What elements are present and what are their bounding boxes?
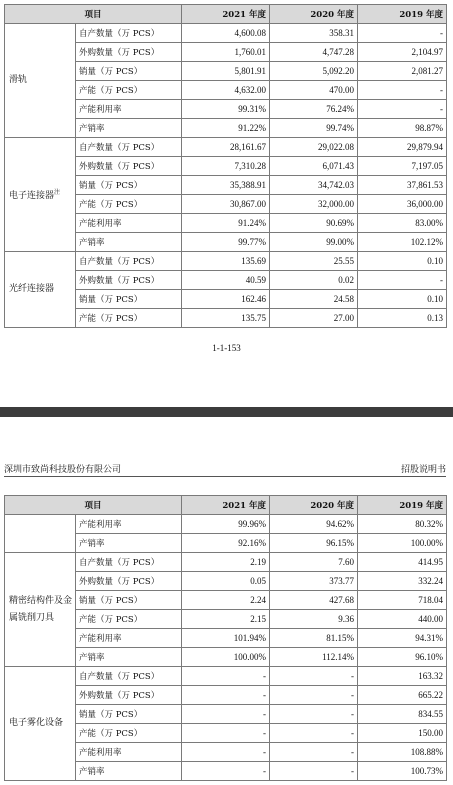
value-cell: -	[270, 686, 358, 705]
item-label: 销量（万 PCS）	[76, 176, 182, 195]
value-cell: 40.59	[182, 271, 270, 290]
value-cell: 6,071.43	[270, 157, 358, 176]
table-header-row	[5, 5, 447, 24]
category-cell: 光纤连接器	[5, 252, 76, 328]
value-cell: 2,081.27	[358, 62, 447, 81]
table-row	[5, 553, 447, 572]
value-cell: 99.96%	[182, 515, 270, 534]
value-cell: 100.00%	[182, 648, 270, 667]
item-label: 产销率	[76, 762, 182, 781]
value-cell: 0.13	[358, 309, 447, 328]
item-label: 销量（万 PCS）	[76, 290, 182, 309]
item-label: 自产数量（万 PCS）	[76, 138, 182, 157]
item-label: 产销率	[76, 534, 182, 553]
value-cell: 36,000.00	[358, 195, 447, 214]
value-cell: 9.36	[270, 610, 358, 629]
value-cell: 91.22%	[182, 119, 270, 138]
category-cell	[5, 515, 76, 553]
value-cell: 29,879.94	[358, 138, 447, 157]
value-cell: 414.95	[358, 553, 447, 572]
category-cell: 滑轨	[5, 24, 76, 138]
item-label: 自产数量（万 PCS）	[76, 553, 182, 572]
category-cell: 精密结构件及金属铣削刀具	[5, 553, 76, 667]
value-cell: -	[270, 667, 358, 686]
value-cell: 7,310.28	[182, 157, 270, 176]
value-cell: 91.24%	[182, 214, 270, 233]
item-label: 外购数量（万 PCS）	[76, 157, 182, 176]
item-label: 产能利用率	[76, 515, 182, 534]
item-label: 产销率	[76, 119, 182, 138]
value-cell: 83.00%	[358, 214, 447, 233]
item-label: 产销率	[76, 648, 182, 667]
production-capacity-table-1	[4, 4, 447, 328]
item-label: 销量（万 PCS）	[76, 62, 182, 81]
value-cell: -	[182, 762, 270, 781]
header-year: 2021 年度	[182, 496, 270, 515]
value-cell: 4,600.08	[182, 24, 270, 43]
item-label: 产能利用率	[76, 100, 182, 119]
value-cell: 98.87%	[358, 119, 447, 138]
value-cell: 108.88%	[358, 743, 447, 762]
item-label: 自产数量（万 PCS）	[76, 24, 182, 43]
value-cell: 101.94%	[182, 629, 270, 648]
item-label: 产销率	[76, 233, 182, 252]
item-label: 外购数量（万 PCS）	[76, 572, 182, 591]
value-cell: 90.69%	[270, 214, 358, 233]
value-cell: 427.68	[270, 591, 358, 610]
page-number: 1-1-153	[212, 343, 241, 353]
header-item: 项目	[5, 496, 182, 515]
value-cell: 30,867.00	[182, 195, 270, 214]
value-cell: 2.15	[182, 610, 270, 629]
value-cell: -	[182, 705, 270, 724]
table-row	[5, 667, 447, 686]
item-label: 产能（万 PCS）	[76, 195, 182, 214]
page-divider	[0, 407, 453, 417]
value-cell: 373.77	[270, 572, 358, 591]
item-label: 产能（万 PCS）	[76, 309, 182, 328]
value-cell: -	[358, 24, 447, 43]
header-year: 2020 年度	[270, 5, 358, 24]
production-capacity-table-2	[4, 495, 447, 781]
value-cell: 100.00%	[358, 534, 447, 553]
value-cell: 135.75	[182, 309, 270, 328]
item-label: 产能（万 PCS）	[76, 724, 182, 743]
value-cell: 99.31%	[182, 100, 270, 119]
item-label: 产能利用率	[76, 214, 182, 233]
value-cell: 81.15%	[270, 629, 358, 648]
value-cell: -	[270, 724, 358, 743]
table-row	[5, 138, 447, 157]
value-cell: 96.10%	[358, 648, 447, 667]
value-cell: 94.31%	[358, 629, 447, 648]
value-cell: -	[182, 686, 270, 705]
value-cell: 99.74%	[270, 119, 358, 138]
value-cell: 470.00	[270, 81, 358, 100]
value-cell: 24.58	[270, 290, 358, 309]
value-cell: 440.00	[358, 610, 447, 629]
value-cell: 25.55	[270, 252, 358, 271]
value-cell: 29,022.08	[270, 138, 358, 157]
value-cell: -	[270, 762, 358, 781]
item-label: 自产数量（万 PCS）	[76, 252, 182, 271]
footnote-marker: 注	[54, 189, 61, 196]
value-cell: 32,000.00	[270, 195, 358, 214]
value-cell: 0.10	[358, 252, 447, 271]
value-cell: -	[182, 743, 270, 762]
value-cell: 28,161.67	[182, 138, 270, 157]
value-cell: 76.24%	[270, 100, 358, 119]
value-cell: 834.55	[358, 705, 447, 724]
item-label: 销量（万 PCS）	[76, 705, 182, 724]
value-cell: 4,747.28	[270, 43, 358, 62]
value-cell: 135.69	[182, 252, 270, 271]
document-title: 招股说明书	[400, 465, 446, 475]
value-cell: 7.60	[270, 553, 358, 572]
value-cell: 80.32%	[358, 515, 447, 534]
item-label: 产能利用率	[76, 629, 182, 648]
value-cell: 99.00%	[270, 233, 358, 252]
value-cell: 35,388.91	[182, 176, 270, 195]
value-cell: 2,104.97	[358, 43, 447, 62]
header-item: 项目	[5, 5, 182, 24]
value-cell: -	[358, 81, 447, 100]
value-cell: -	[358, 100, 447, 119]
value-cell: 2.24	[182, 591, 270, 610]
value-cell: 96.15%	[270, 534, 358, 553]
header-year: 2019 年度	[358, 5, 447, 24]
value-cell: 99.77%	[182, 233, 270, 252]
item-label: 产能（万 PCS）	[76, 610, 182, 629]
value-cell: -	[358, 271, 447, 290]
item-label: 外购数量（万 PCS）	[76, 43, 182, 62]
value-cell: 37,861.53	[358, 176, 447, 195]
header-year: 2020 年度	[270, 496, 358, 515]
item-label: 外购数量（万 PCS）	[76, 271, 182, 290]
value-cell: -	[270, 743, 358, 762]
value-cell: 34,742.03	[270, 176, 358, 195]
value-cell: 1,760.01	[182, 43, 270, 62]
value-cell: 0.10	[358, 290, 447, 309]
value-cell: 0.05	[182, 572, 270, 591]
item-label: 外购数量（万 PCS）	[76, 686, 182, 705]
item-label: 产能（万 PCS）	[76, 81, 182, 100]
table-row	[5, 252, 447, 271]
value-cell: -	[182, 667, 270, 686]
value-cell: 100.73%	[358, 762, 447, 781]
table-row	[5, 24, 447, 43]
value-cell: -	[182, 724, 270, 743]
value-cell: 162.46	[182, 290, 270, 309]
table-row	[5, 515, 447, 534]
item-label: 产能利用率	[76, 743, 182, 762]
value-cell: 94.62%	[270, 515, 358, 534]
value-cell: 332.24	[358, 572, 447, 591]
table-header-row	[5, 496, 447, 515]
value-cell: 665.22	[358, 686, 447, 705]
value-cell: 163.32	[358, 667, 447, 686]
value-cell: 102.12%	[358, 233, 447, 252]
company-name: 深圳市致尚科技股份有限公司	[4, 465, 122, 475]
value-cell: 5,801.91	[182, 62, 270, 81]
value-cell: 358.31	[270, 24, 358, 43]
value-cell: 5,092.20	[270, 62, 358, 81]
category-cell: 电子连接器$^注$	[5, 138, 76, 252]
value-cell: 4,632.00	[182, 81, 270, 100]
item-label: 销量（万 PCS）	[76, 591, 182, 610]
value-cell: 150.00	[358, 724, 447, 743]
value-cell: 112.14%	[270, 648, 358, 667]
value-cell: 718.04	[358, 591, 447, 610]
value-cell: 92.16%	[182, 534, 270, 553]
header-year: 2021 年度	[182, 5, 270, 24]
item-label: 自产数量（万 PCS）	[76, 667, 182, 686]
value-cell: 7,197.05	[358, 157, 447, 176]
value-cell: 27.00	[270, 309, 358, 328]
value-cell: 2.19	[182, 553, 270, 572]
category-cell: 电子雾化设备	[5, 667, 76, 781]
value-cell: -	[270, 705, 358, 724]
value-cell: 0.02	[270, 271, 358, 290]
header-rule	[4, 476, 446, 477]
header-year: 2019 年度	[358, 496, 447, 515]
